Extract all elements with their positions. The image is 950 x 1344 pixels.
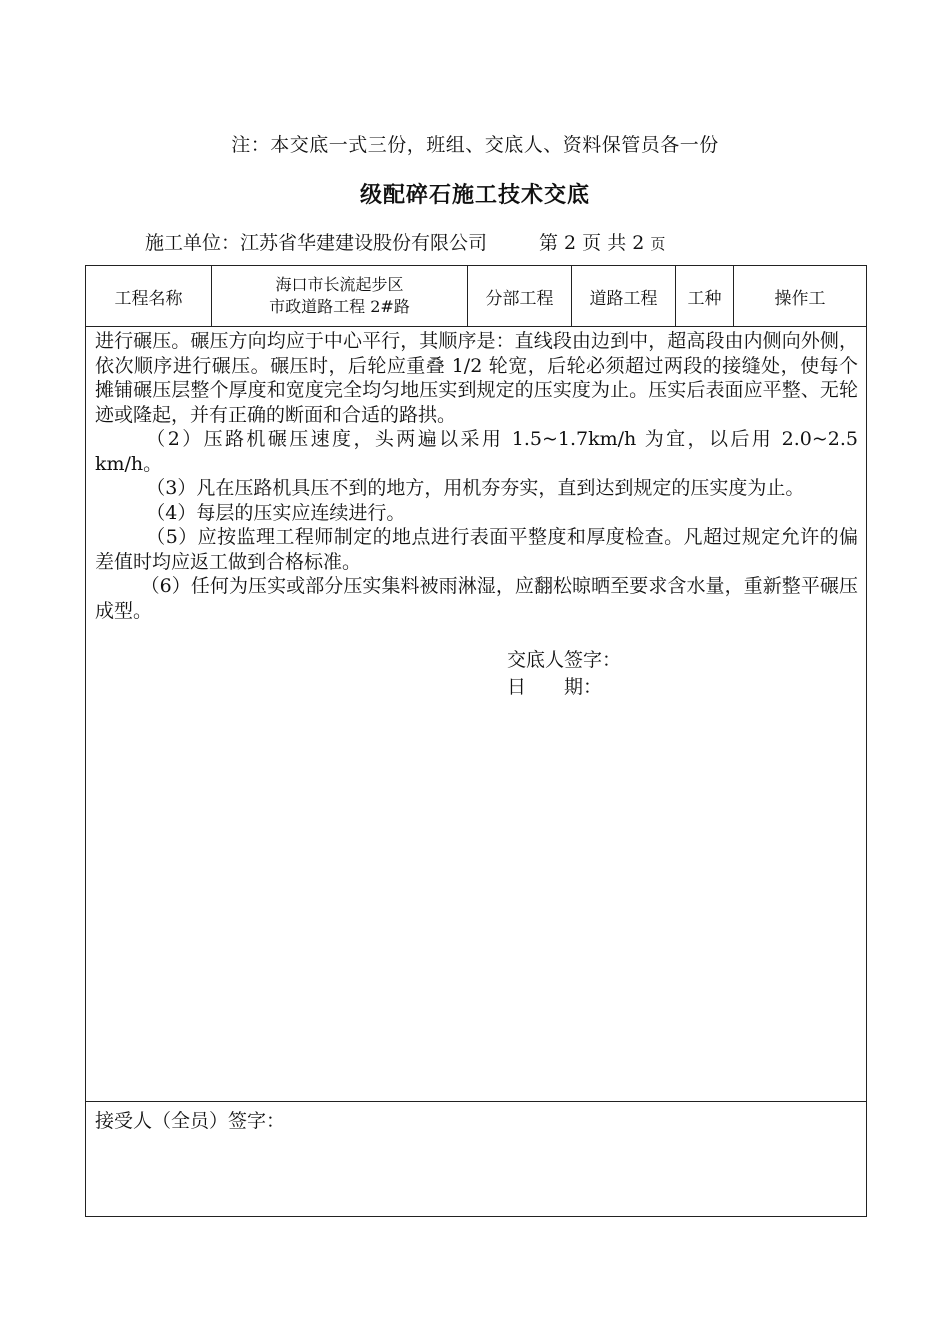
page-suffix: 页 bbox=[650, 235, 666, 253]
content-paragraph: （4）每层的压实应连续进行。 bbox=[146, 501, 406, 524]
page-number-text: 第 2 页 共 2 bbox=[539, 232, 645, 254]
distribution-note: 注：本交底一式三份，班组、交底人、资料保管员各一份 bbox=[231, 134, 719, 156]
content-paragraph: （3）凡在压路机具压不到的地方，用机夯夯实，直到达到规定的压实度为止。 bbox=[146, 477, 805, 499]
project-name-line1: 海口市长流起步区 bbox=[275, 275, 404, 294]
content-paragraph: 进行碾压。碾压方向均应于中心平行，其顺序是：直线段由边到中，超高段由内侧向外侧，依次顺序进行碾压。碾压时，后轮应重叠 1/2 轮宽，后轮必须超过两段的接缝处，使每个摊铺碾压层整个厚度和宽度完全均匀地压实到规定的压实度为止。压实后表面应平整、无轮迹或隆起，并有正确的断面和合适的路拱。 bbox=[95, 330, 858, 426]
receiver-signature: 接受人（全员）签字： bbox=[86, 1102, 867, 1217]
disclosure-table bbox=[85, 265, 867, 1217]
content-paragraph: （2）压路机碾压速度，头两遍以采用 1.5~1.7km/h 为宜，以后用 2.0~2.5 km/h。 bbox=[95, 428, 858, 475]
content-row bbox=[86, 327, 867, 1102]
content-paragraph: （6）任何为压实或部分压实集料被雨淋湿，应翻松晾晒至要求含水量，重新整平碾压成型。 bbox=[95, 575, 858, 622]
document-title: 级配碎石施工技术交底 bbox=[359, 182, 590, 208]
page-number bbox=[539, 232, 665, 254]
document-meta bbox=[145, 228, 665, 255]
signature-block bbox=[507, 647, 858, 701]
signer-label: 交底人签字： bbox=[507, 649, 622, 671]
project-name-label: 工程名称 bbox=[86, 266, 212, 327]
receiver-row bbox=[86, 1102, 867, 1217]
header-row bbox=[86, 266, 867, 327]
trade-label: 工种 bbox=[676, 266, 734, 327]
date-label: 日 期： bbox=[507, 676, 603, 698]
project-name-value bbox=[212, 266, 468, 327]
trade-value: 操作工 bbox=[734, 266, 867, 327]
disclosure-content bbox=[86, 327, 867, 1102]
division-value: 道路工程 bbox=[572, 266, 676, 327]
content-paragraph: （5）应按监理工程师制定的地点进行表面平整度和厚度检查。凡超过规定允许的偏差值时均应返工做到合格标准。 bbox=[95, 526, 858, 573]
construction-unit: 施工单位：江苏省华建建设股份有限公司 bbox=[145, 232, 488, 254]
project-name-line2: 市政道路工程 2#路 bbox=[269, 297, 410, 316]
division-label: 分部工程 bbox=[468, 266, 572, 327]
